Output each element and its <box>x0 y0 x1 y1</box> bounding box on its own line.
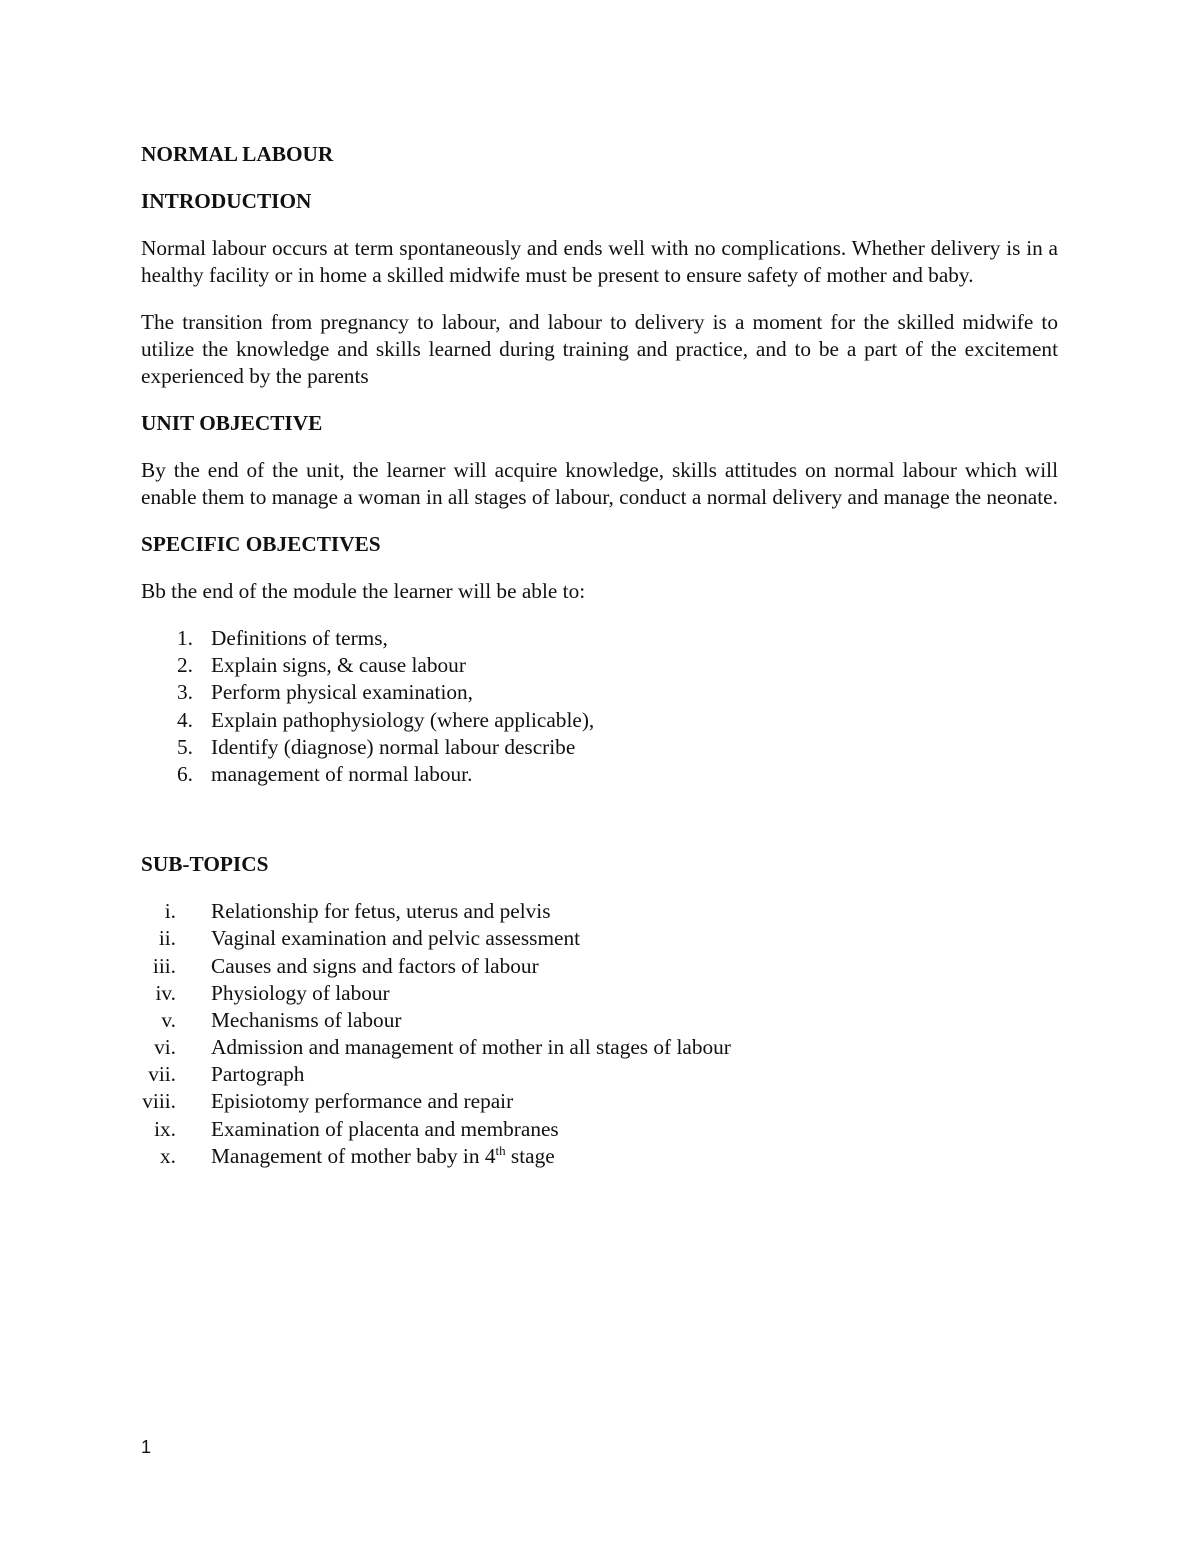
list-item <box>141 1007 1058 1034</box>
list-item <box>141 1116 1058 1143</box>
sub-topics-heading: SUB-TOPICS <box>141 852 269 877</box>
list-item-number: 6. <box>177 761 193 786</box>
list-item <box>141 980 1058 1007</box>
blank-line <box>141 808 1058 851</box>
list-item-number: 5. <box>177 734 193 759</box>
list-item-number: x. <box>160 1143 176 1168</box>
list-item-number: 1. <box>177 626 193 650</box>
sub-topics-list <box>141 898 1058 1170</box>
list-item-text: Episiotomy performance and repair <box>211 1089 514 1114</box>
list-item <box>141 953 1058 980</box>
list-item-text: Examination of placenta and membranes <box>211 1116 559 1141</box>
document-title: NORMAL LABOUR <box>141 142 334 166</box>
list-item-text: Explain pathophysiology (where applicable), <box>211 707 595 732</box>
list-item-text-start: Management of mother baby in 4 <box>211 1143 496 1168</box>
unit-objective-paragraph: By the end of the unit, the learner will acquire knowledge, skills attitudes on normal labour which will enable them to manage a woman in all stages of labour, conduct a normal delivery and manage the neonate. <box>141 458 1058 509</box>
list-item <box>141 625 1058 652</box>
document-body <box>141 141 1058 1190</box>
list-item-text: Vaginal examination and pelvic assessment <box>211 926 581 951</box>
list-item-text: Mechanisms of labour <box>211 1007 402 1032</box>
specific-objectives-list <box>141 625 1058 788</box>
list-item-number: 4. <box>177 707 193 732</box>
list-item-text: Identify (diagnose) normal labour describe <box>211 734 576 759</box>
introduction-paragraph-2: The transition from pregnancy to labour, and labour to delivery is a moment for the skilled midwife to utilize the knowledge and skills learned during training and practice, and to be a part of the excitement experienced by the parents <box>141 310 1058 388</box>
list-item <box>141 734 1058 761</box>
ordinal-superscript: th <box>495 1142 506 1158</box>
page-number: 1 <box>141 1437 152 1457</box>
introduction-paragraph-1: Normal labour occurs at term spontaneously and ends well with no complications. Whether delivery is in a healthy facility or in home a skilled midwife must be present to ensure safety of mother and baby. <box>141 236 1058 287</box>
list-item <box>141 898 1058 925</box>
list-item-text-end: stage <box>505 1143 555 1168</box>
list-item-number: ii. <box>158 926 176 951</box>
list-item <box>141 1143 1058 1170</box>
list-item-text: Explain signs, & cause labour <box>211 653 466 678</box>
list-item-number: 2. <box>177 653 193 678</box>
list-item-text: management of normal labour. <box>211 761 473 786</box>
list-item-text: Definitions of terms, <box>211 626 388 650</box>
list-item <box>141 1088 1058 1115</box>
list-item-number: 3. <box>177 680 193 705</box>
list-item <box>141 679 1058 706</box>
list-item-text: Partograph <box>211 1062 305 1087</box>
list-item-number: iii. <box>152 953 176 978</box>
list-item-text: Admission and management of mother in all stages of labour <box>211 1035 731 1060</box>
list-item-number: vii. <box>148 1062 176 1087</box>
list-item-number: ix. <box>154 1116 176 1141</box>
list-item-text: Physiology of labour <box>211 980 390 1005</box>
list-item-number: i. <box>164 899 176 924</box>
list-item <box>141 925 1058 952</box>
list-item-text: Causes and signs and factors of labour <box>211 953 539 978</box>
list-item-number: v. <box>161 1007 176 1032</box>
list-item <box>141 1061 1058 1088</box>
unit-objective-heading: UNIT OBJECTIVE <box>141 411 323 435</box>
list-item <box>141 761 1058 788</box>
specific-objectives-intro: Bb the end of the module the learner will be able to: <box>141 579 586 603</box>
list-item-number: iv. <box>155 980 176 1005</box>
list-item-text: Relationship for fetus, uterus and pelvis <box>211 899 551 924</box>
list-item <box>141 652 1058 679</box>
list-item <box>141 1034 1058 1061</box>
list-item <box>141 707 1058 734</box>
specific-objectives-heading: SPECIFIC OBJECTIVES <box>141 532 381 556</box>
list-item-text <box>211 1144 555 1168</box>
list-item-number: vi. <box>154 1035 176 1060</box>
list-item-text: Perform physical examination, <box>211 680 473 705</box>
introduction-heading: INTRODUCTION <box>141 189 312 213</box>
list-item-number: viii. <box>142 1089 176 1114</box>
